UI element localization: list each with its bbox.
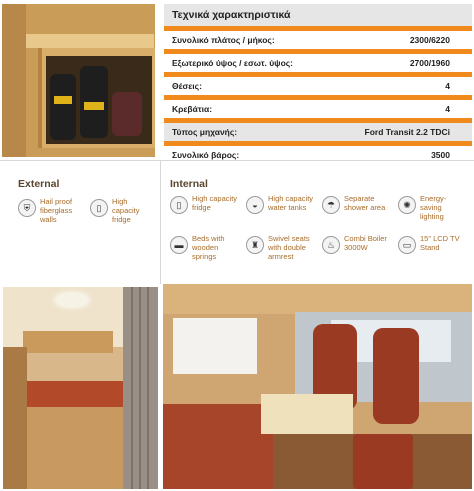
feature-fridge bbox=[90, 197, 140, 224]
spec-row-dimensions bbox=[164, 31, 472, 49]
feature-label: Combi Boiler 3000W bbox=[344, 234, 387, 252]
feature-beds bbox=[170, 234, 225, 261]
bed-interior-photo bbox=[3, 287, 158, 489]
feature-lighting bbox=[398, 194, 446, 221]
section-divider bbox=[0, 160, 474, 161]
feature-label: Hail proof fiberglass walls bbox=[40, 197, 73, 224]
fridge-icon: ▯ bbox=[90, 199, 108, 217]
feature-label: Swivel seats with double armrest bbox=[268, 234, 310, 261]
shield-icon: ⛨ bbox=[18, 199, 36, 217]
spec-label: Θέσεις: bbox=[172, 81, 202, 91]
specs-table bbox=[164, 4, 472, 164]
column-divider bbox=[160, 160, 161, 284]
spec-label: Συνολικό βάρος: bbox=[172, 150, 240, 160]
spec-label: Συνολικό πλάτος / μήκος: bbox=[172, 35, 275, 45]
feature-hail-proof bbox=[18, 197, 72, 224]
feature-label: High capacity fridge bbox=[192, 194, 238, 212]
spec-row-height bbox=[164, 54, 472, 72]
seat-icon: ♜ bbox=[246, 236, 264, 254]
water-tank-icon: ◒ bbox=[246, 196, 264, 214]
spec-label: Τύπος μηχανής: bbox=[172, 127, 238, 137]
feature-shower bbox=[322, 194, 385, 214]
shower-icon: ☂ bbox=[322, 196, 340, 214]
lounge-interior-photo bbox=[163, 284, 472, 489]
feature-water-tanks bbox=[246, 194, 313, 214]
feature-label: Separate shower area bbox=[344, 194, 386, 212]
spec-value: Ford Transit 2.2 TDCi bbox=[364, 127, 450, 137]
spec-value: 4 bbox=[445, 104, 450, 114]
spec-value: 3500 bbox=[431, 150, 450, 160]
lightbulb-icon: ✺ bbox=[398, 196, 416, 214]
internal-title: Internal bbox=[170, 178, 208, 190]
bed-icon: ▬ bbox=[170, 236, 188, 254]
feature-label: High capacity water tanks bbox=[268, 194, 314, 212]
feature-swivel-seats bbox=[246, 234, 310, 261]
feature-label: High capacity fridge bbox=[112, 197, 140, 224]
feature-tv bbox=[398, 234, 460, 254]
spec-row-engine bbox=[164, 123, 472, 141]
external-title: External bbox=[18, 178, 60, 190]
spec-label: Κρεβάτια: bbox=[172, 104, 213, 114]
spec-value: 4 bbox=[445, 81, 450, 91]
feature-fridge-int bbox=[170, 194, 237, 214]
spec-row-beds bbox=[164, 100, 472, 118]
spec-label: Εξωτερικό ύψος / εσωτ. ύψος: bbox=[172, 58, 294, 68]
tv-icon: ▭ bbox=[398, 236, 416, 254]
feature-label: 15" LCD TV Stand bbox=[420, 234, 460, 252]
feature-label: Beds with wooden springs bbox=[192, 234, 225, 261]
boots-storage-photo bbox=[2, 4, 155, 157]
specs-title: Τεχνικά χαρακτηριστικά bbox=[164, 4, 472, 26]
spec-row-seats bbox=[164, 77, 472, 95]
spec-value: 2300/6220 bbox=[409, 35, 450, 45]
spec-value: 2700/1960 bbox=[409, 58, 450, 68]
fridge-icon: ▯ bbox=[170, 196, 188, 214]
spec-row-weight bbox=[164, 146, 472, 164]
feature-boiler bbox=[322, 234, 387, 254]
feature-label: Energy- saving lighting bbox=[420, 194, 447, 221]
boiler-icon: ♨ bbox=[322, 236, 340, 254]
